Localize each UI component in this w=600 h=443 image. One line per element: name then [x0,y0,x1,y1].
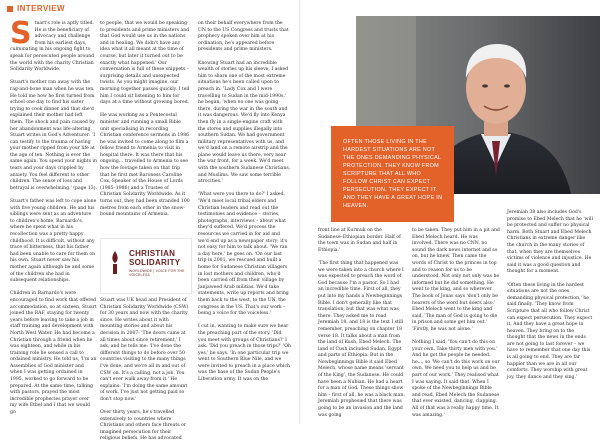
paragraph: Over thirty years, he's travelled extensively to countries where Christians and others face threats or imagined persecution for their religious beliefs. He has advocated [100,410,187,442]
drop-cap: S [10,16,32,51]
paragraph: Jeremiah 38 also includes God's promise to Ebed Melech that he 'will be protected and suffer no physical harm. Both Stuart and Ebed Melech Christians in extreme danger like the church in the many stories of that, when they are themselves victims of violence and injustice. He said it was a good question and thought for a moment. [507,210,593,275]
pull-quote-box [331,126,454,222]
paragraph: tuart's role is aptly titled. He is the beneficiary of advocacy and challenge from his earliest days, culminating in his ongoing fight to speak for persecuted people around the world with the charity Christian Solidarity Worldwide. [10,21,95,73]
paragraph: Nothing I said, 'You can't do this on your own. Take thirty men with you.' And he got the people he needed, he..., so 'We can't do this work on our own. We need you to help us and be part of our work.' They realised what I was saying. It said that. When I spoke of the Newbeginnings Bible and read, Ebed Melech the Sudanese that ever existed, dancing, clapping. All of that was a really happy time. It was amazing.' [412,340,500,418]
body-column-4 [318,228,406,419]
pull-quote-text: OFTEN THOSE LIVING IN THE HARDEST SITUATIONS ARE NOT THE ONES DEMANDING PHYSICAL PROTECTION. THEY KNOW FROM SCRIPTURE THAT ALL WHO FOLLOW CHRIST CAN EXPECT PERSECUTION. THEY EXPECT IT. AND THEY HAVE A GREAT HOPE IN HEAVEN. [343,139,443,209]
paragraph: on their behalf everywhere from the UN to the US Congress and trusts that prophecy spoken over him at his ordination, he's appeared before presidents and prime ministers. [198,21,289,53]
body-column-6 [507,210,593,381]
paragraph: Knowing Stuart had an incredible wealth of stories up his sleeve, I asked him to share one of the most extreme situations he's been called upon to preach in. 'Lady Cox and I were travelling to Sudan in the mid-1990s,' he began, 'when no one was going there, during the war in the south and it was dangerous. We'd fly into Kenya then fly in a single-engine craft with the stores and supplies illegally into southern Sudan. We had government military representatives with us, and we'd land on a remote airstrip and the plane would leave us there, very near the war front, for a week. We'd meet with the southern Sudanese Christians, and Muslims. We saw some terrible atrocities.' [198,60,291,185]
paragraph: Children in Barnardo's were encouraged to find work that offered accommodation, so at sixteen, Stuart joined the RAF, staying for twenty years before leaving to take a job in staff training and development with North West Water. He had become a Christian through a friend when he was eighteen, and while in his training role he sensed a call to ordained ministry. He told us, 'I'm an Assemblies of God minister and when I was getting ordained in 1995, worked to go forward to be prepared. At the same time, talking with pastors, prayed the most incredible prophecies prayer over my wife Ethel and I that we would go [10,291,97,416]
paragraph: Stuart's mother ran away with the rag-and-bone man when he was ten. He told me how he first turned from school one day to find his sister trying to cook dinner and that she'd explained their mother had left them. The shock and pain caused by her abandonment was life-altering. Stuart writes in God's Adventurer: 'I can testify to the trauma of having your mother ripped from your life at the age of ten. Nothing is ever the same again. You spend your nights in tears and your days crippled by anxiety. You feel different to other children. The sense of loss and betrayal is overwhelming.' (page 13). [10,80,97,191]
logo-text-line1: CHRISTIAN [129,249,176,258]
logo-text-line2: SOLIDARITY [129,258,181,267]
section-header [7,4,65,13]
body-column-5 [412,228,500,419]
body-column-3 [198,21,291,384]
paragraph: 'What were you there to do?' I asked. 'We'd meet local tribal elders and Christian leaders and read out the testimonies and evidence – stories, photographs, interviews – about what they'd suffered. We'd process the resources we carried in for aid and we'd end up as a newspaper story; it's not easy for him to talk about. 'We ran a day here,' he goes on. 'On our last trip in 2001, we rescued and built a home for Sudanese Christian villagers in lost mothers and children, who'd been carried off from their village by Janjaweed Arab militias. We'd take statements, write up reports and bring them back to the west, to the UN, the congress in the US. That's our work – being a voice for the voiceless.' [198,192,289,317]
paragraph: Stuart was UK head and President of Christian Solidarity Worldwide (CSW) for 30 years and now with the charity since. He writes about it with mounting stories and about his decision in 2007: 'The doors came at all times about since retirement,' I ask, and he tells me: 'I've done the different things to do before over 50 countries visiting to the many things I've done, and we're all in and out of CSW on. It's a calling, not a job. You can't ever walk away from it.' He explains: 'I'm doing the same amount of work. I've just not getting paid so don't stop now.' [100,298,189,402]
paragraph: to people, that we would be speaking to presidents and prime ministers and that God would use us in the nations and in healing. We didn't have any idea what it all meant at the time of course, but later it turned out to be exactly what happened.' Our conversation is full of these snippets – surprising details and unexpected twists. As you might imagine, our morning together passes quickly. I tell him I could sit listening to him for days at a time without growing bored. [100,21,190,106]
section-label: INTERVIEW [17,4,65,13]
paragraph: He was working as a Pentecostal minister and running a small Bible unit specialising in recording Christian conference sermons in 1986 he was invited to come along to film a fellow friend to Armenia to visit in hospital there. It was there that his ongoing... travelled to Armenia to see how the footage taken on that trip that he first met Baroness Caroline Cox, Speaker of the House of Lords (1985–1986) and a Trustee of Christian Solidarity Worldwide. As it turns out, they had been stranded 100 metres from each other in the snow-bound mountains of Armenia. [100,113,190,218]
logo-tagline: WORLDWIDE | VOICE FOR THE VOICELESS [129,269,185,277]
paragraph: 'The first thing that happened was we were taken into a church where I was expected to preach the word of God because I'm a pastor. So I had an incredible time. First of all, they put into my hands a Newbeginnings Bible. I don't generally like that translation, but that was what was there. They asked me to read Jeremiah 18, and 18 is the text I still remember, preaching on chapter 18 verse 18. It talks about a man from the land of Kush, Ebed Melech. The land of Cush included Sudan, Egypt and parts of Ethiopia. But in the Newbeginnings Bible it said Ebed Melech, whose name means 'servant of the King', the Sudanese. He could have been a Nubian. He had a heart for a man of God. These things show him – first of all, he was a black man. Jeremiah prophesied that there was going to be an invasion and the land was going [318,260,405,418]
body-column-2 [100,21,190,219]
paragraph: 'Often these living in the hardest situations are not the ones demanding physical protection,' he said finally. 'They know from Scripture that all who follow Christ can expect persecution. They expect it. And they have a great hope in heaven. They bring on to the thought that the news in the ends are not going to last forever – we have to remember that one day this is all going to end. They are far happier than we are in all our comforts. They worship with great joy, they dance and they sing.' [507,282,593,380]
body-column-2b [100,298,190,443]
body-column-1 [10,16,97,417]
section-marker-icon [7,6,13,12]
left-page [0,0,300,442]
paragraph: to be taken. They put him in a pit and Ebed Melech heard. He was involved. There was no CNN, no sound the dark news internet and so on, but he knew. Then came the words of Christ to the princes in top and to reason for us to be understood. Not only not only was he informed but he did something. He went to the king, and so wherever. The book of Jonas says 'don't only be hearers of the word but doers also.' Ebed Melech went to the king and said, 'The man of God is going to die in prison and some get him out.' 'Firstly, he was not alone.' [412,228,500,332]
paragraph: I cut in, wanting to make sure we hear the preaching part of the story. 'Did you meet with groups of Christians?' I ask. 'Did you preach in those trips?' 'Oh yes,' he says. 'In one particular trip we went to Southern Blue Nile, and we were invited to preach in a place which was the base of the Sudan People's Liberation army. It was on the [198,324,291,383]
paragraph: front line at Kurmuk on the Sudanese–Ethiopian border. Half of the town was in Sudan and half in Ethiopia.' [318,228,401,253]
paragraph: Stuart's father was left to cope alone with five young children. He and his siblings were sent as an adventure to children's home, Barnardo's, where he spent what in his recollection was a pretty happy childhood. It is difficult, without any trace of bitterness, that his father had been unable to care for them on his own. Stuart never saw his mother again although he and some of the children she had in subsequent relationships. [10,199,97,284]
candle-flame-icon [107,249,123,275]
csw-logo [100,238,192,294]
